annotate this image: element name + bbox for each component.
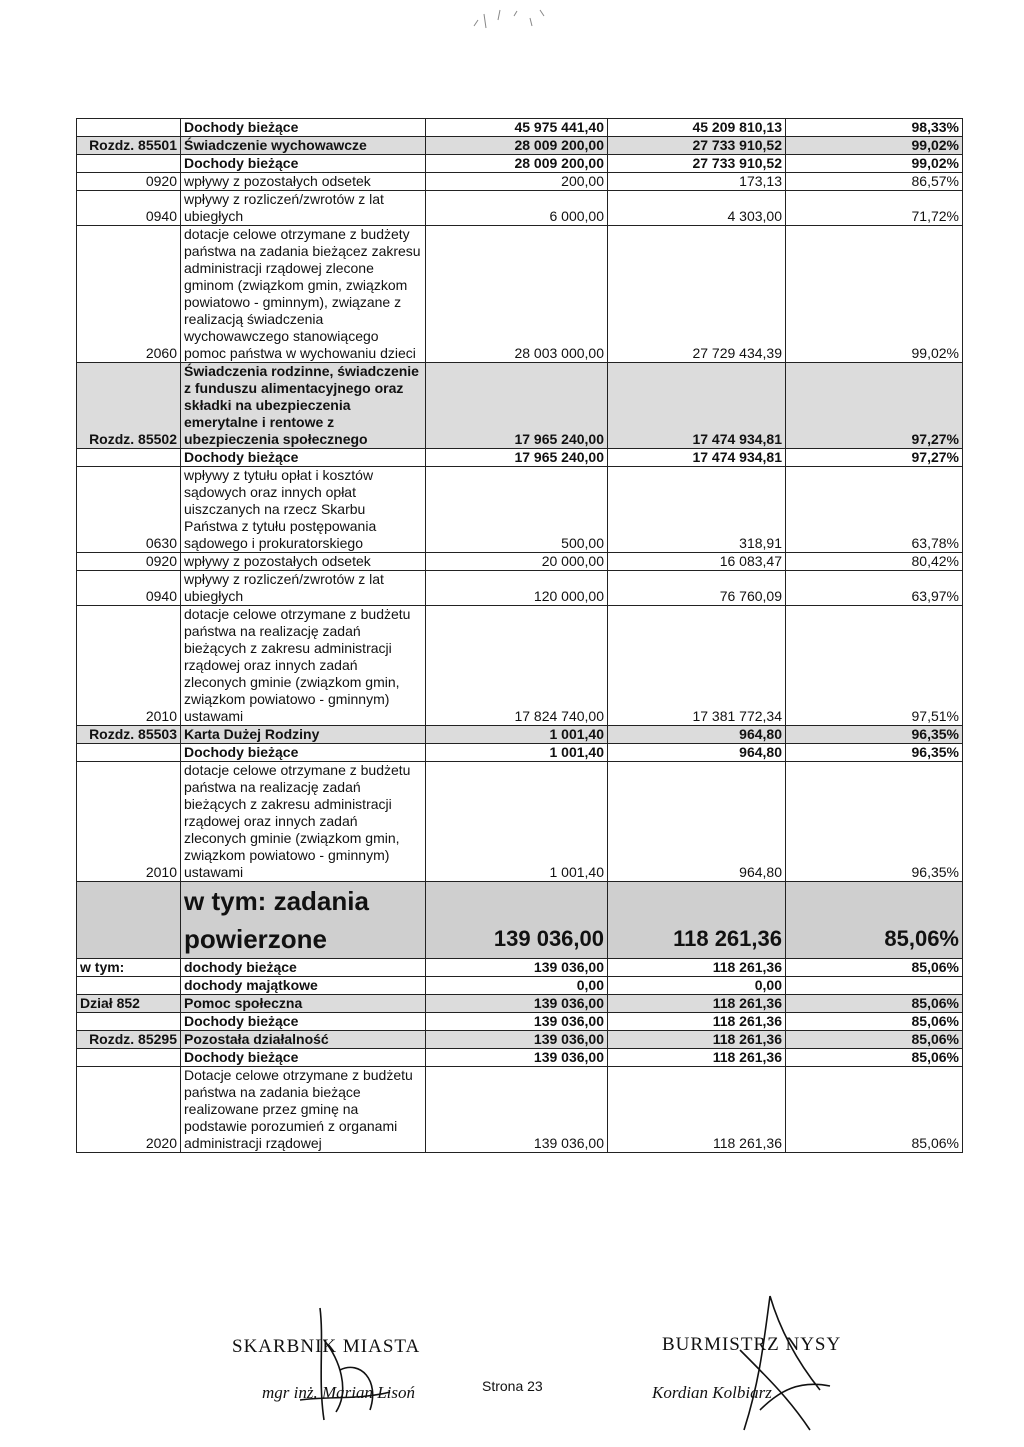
table-row	[77, 571, 963, 606]
row-plan-value: 139 036,00	[426, 995, 608, 1013]
row-percent: 97,27%	[786, 449, 963, 467]
row-plan-value: 17 824 740,00	[426, 606, 608, 726]
row-percent: 71,72%	[786, 191, 963, 226]
row-percent: 96,35%	[786, 726, 963, 744]
table-row	[77, 155, 963, 173]
table-row	[77, 959, 963, 977]
row-percent: 96,35%	[786, 762, 963, 882]
row-executed-value: 173,13	[608, 173, 786, 191]
row-percent: 97,51%	[786, 606, 963, 726]
scan-artifact	[470, 6, 560, 46]
row-plan-value: 28 009 200,00	[426, 137, 608, 155]
table-row	[77, 726, 963, 744]
row-plan-value: 1 001,40	[426, 744, 608, 762]
row-plan-value: 200,00	[426, 173, 608, 191]
row-percent: 85,06%	[786, 882, 963, 959]
row-percent: 99,02%	[786, 226, 963, 363]
row-description: dotacje celowe otrzymane z budżetu państwa na realizację zadań bieżących z zakresu administracji rządowej oraz innych zadań zleconych gminie (związkom gmin, związkom powiatowo - gminnym) ustawami	[181, 606, 426, 726]
row-code: Rozdz. 85503	[77, 726, 181, 744]
table-row	[77, 1031, 963, 1049]
row-description: Karta Dużej Rodziny	[181, 726, 426, 744]
row-plan-value: 139 036,00	[426, 1067, 608, 1153]
table-row	[77, 1049, 963, 1067]
row-percent: 97,27%	[786, 363, 963, 449]
row-plan-value: 139 036,00	[426, 1013, 608, 1031]
row-description: Dotacje celowe otrzymane z budżetu państwa na zadania bieżące realizowane przez gminę na podstawie porozumień z organami administracji rządowej	[181, 1067, 426, 1153]
table-row	[77, 173, 963, 191]
row-code: Rozdz. 85295	[77, 1031, 181, 1049]
table-row	[77, 1067, 963, 1153]
row-code	[77, 882, 181, 959]
row-plan-value: 139 036,00	[426, 882, 608, 959]
row-percent: 85,06%	[786, 1049, 963, 1067]
table-row	[77, 1013, 963, 1031]
row-code: 2020	[77, 1067, 181, 1153]
row-plan-value: 500,00	[426, 467, 608, 553]
row-description: wpływy z pozostałych odsetek	[181, 173, 426, 191]
row-executed-value: 118 261,36	[608, 1031, 786, 1049]
row-executed-value: 4 303,00	[608, 191, 786, 226]
row-code	[77, 155, 181, 173]
row-code: 2010	[77, 606, 181, 726]
row-executed-value: 76 760,09	[608, 571, 786, 606]
row-code	[77, 744, 181, 762]
row-description: Pomoc społeczna	[181, 995, 426, 1013]
row-executed-value: 27 733 910,52	[608, 155, 786, 173]
row-percent: 63,78%	[786, 467, 963, 553]
table-row	[77, 191, 963, 226]
row-description: Dochody bieżące	[181, 449, 426, 467]
row-percent: 86,57%	[786, 173, 963, 191]
row-executed-value: 964,80	[608, 744, 786, 762]
row-plan-value: 1 001,40	[426, 762, 608, 882]
row-description: dotacje celowe otrzymane z budżety państwa na zadania bieżącez zakresu administracji rządowej zlecone gminom (związkom gmin, związkom powiatowo - gminnym), związane z realizacją świadczenia wychowawczego stanowiącego pomoc państwa w wychowaniu dzieci	[181, 226, 426, 363]
row-description: Świadczenie wychowawcze	[181, 137, 426, 155]
table-row	[77, 606, 963, 726]
row-code: 2060	[77, 226, 181, 363]
row-executed-value: 118 261,36	[608, 1067, 786, 1153]
row-description: Świadczenia rodzinne, świadczenie z funduszu alimentacyjnego oraz składki na ubezpieczenia emerytalne i rentowe z ubezpieczenia społecznego	[181, 363, 426, 449]
row-percent: 85,06%	[786, 1013, 963, 1031]
row-code	[77, 977, 181, 995]
row-description: wpływy z rozliczeń/zwrotów z lat ubiegłych	[181, 571, 426, 606]
row-code: 0920	[77, 173, 181, 191]
table-row	[77, 553, 963, 571]
treasurer-stamp-name: mgr inż. Marian Lisoń	[262, 1383, 416, 1402]
row-percent: 98,33%	[786, 119, 963, 137]
treasurer-signature	[280, 1300, 400, 1440]
row-code: w tym:	[77, 959, 181, 977]
row-percent: 63,97%	[786, 571, 963, 606]
row-code	[77, 1049, 181, 1067]
row-code: 0920	[77, 553, 181, 571]
row-description: dochody majątkowe	[181, 977, 426, 995]
row-plan-value: 0,00	[426, 977, 608, 995]
row-executed-value: 118 261,36	[608, 1049, 786, 1067]
row-executed-value: 17 381 772,34	[608, 606, 786, 726]
row-executed-value: 118 261,36	[608, 995, 786, 1013]
row-plan-value: 20 000,00	[426, 553, 608, 571]
row-executed-value: 16 083,47	[608, 553, 786, 571]
row-description: wpływy z rozliczeń/zwrotów z lat ubiegłych	[181, 191, 426, 226]
table-row	[77, 363, 963, 449]
row-executed-value: 45 209 810,13	[608, 119, 786, 137]
row-plan-value: 17 965 240,00	[426, 449, 608, 467]
row-percent	[786, 977, 963, 995]
budget-table-body	[77, 119, 963, 1153]
budget-table	[76, 118, 963, 1153]
row-executed-value: 118 261,36	[608, 882, 786, 959]
row-code: 0630	[77, 467, 181, 553]
row-description: Dochody bieżące	[181, 1049, 426, 1067]
row-executed-value: 0,00	[608, 977, 786, 995]
row-description: wpływy z tytułu opłat i kosztów sądowych oraz innych opłat uiszczanych na rzecz Skarbu Państwa z tytułu postępowania sądowego i prokuratorskiego	[181, 467, 426, 553]
row-plan-value: 28 009 200,00	[426, 155, 608, 173]
table-row	[77, 977, 963, 995]
mayor-signature	[700, 1290, 840, 1440]
row-description: Dochody bieżące	[181, 119, 426, 137]
row-executed-value: 964,80	[608, 762, 786, 882]
table-row	[77, 744, 963, 762]
row-code: 0940	[77, 571, 181, 606]
row-plan-value: 139 036,00	[426, 1031, 608, 1049]
row-percent: 99,02%	[786, 137, 963, 155]
row-executed-value: 964,80	[608, 726, 786, 744]
table-row	[77, 762, 963, 882]
row-code: Dział 852	[77, 995, 181, 1013]
row-description: wpływy z pozostałych odsetek	[181, 553, 426, 571]
row-plan-value: 139 036,00	[426, 959, 608, 977]
row-description: Dochody bieżące	[181, 744, 426, 762]
row-percent: 99,02%	[786, 155, 963, 173]
row-description: dochody bieżące	[181, 959, 426, 977]
row-percent: 85,06%	[786, 959, 963, 977]
row-code: 2010	[77, 762, 181, 882]
row-percent: 85,06%	[786, 1067, 963, 1153]
treasurer-stamp-title: SKARBNIK MIASTA	[232, 1336, 421, 1357]
row-description: w tym: zadania powierzone	[181, 882, 426, 959]
row-plan-value: 1 001,40	[426, 726, 608, 744]
row-description: Dochody bieżące	[181, 155, 426, 173]
row-executed-value: 27 729 434,39	[608, 226, 786, 363]
row-executed-value: 318,91	[608, 467, 786, 553]
row-executed-value: 118 261,36	[608, 1013, 786, 1031]
row-executed-value: 17 474 934,81	[608, 449, 786, 467]
table-row	[77, 119, 963, 137]
row-code	[77, 119, 181, 137]
row-executed-value: 17 474 934,81	[608, 363, 786, 449]
row-description: dotacje celowe otrzymane z budżetu państwa na realizację zadań bieżących z zakresu administracji rządowej oraz innych zadań zleconych gminie (związkom gmin, związkom powiatowo - gminnym) ustawami	[181, 762, 426, 882]
row-plan-value: 6 000,00	[426, 191, 608, 226]
row-code	[77, 1013, 181, 1031]
row-executed-value: 27 733 910,52	[608, 137, 786, 155]
row-plan-value: 120 000,00	[426, 571, 608, 606]
table-row	[77, 995, 963, 1013]
row-percent: 80,42%	[786, 553, 963, 571]
table-row	[77, 137, 963, 155]
table-row	[77, 882, 963, 959]
table-row	[77, 449, 963, 467]
row-plan-value: 45 975 441,40	[426, 119, 608, 137]
row-executed-value: 118 261,36	[608, 959, 786, 977]
table-row	[77, 467, 963, 553]
row-plan-value: 17 965 240,00	[426, 363, 608, 449]
row-code: 0940	[77, 191, 181, 226]
row-code: Rozdz. 85501	[77, 137, 181, 155]
row-code	[77, 449, 181, 467]
page-number: Strona 23	[482, 1378, 543, 1394]
row-description: Dochody bieżące	[181, 1013, 426, 1031]
row-code: Rozdz. 85502	[77, 363, 181, 449]
row-percent: 85,06%	[786, 1031, 963, 1049]
row-percent: 96,35%	[786, 744, 963, 762]
mayor-stamp-title: BURMISTRZ NYSY	[662, 1334, 842, 1355]
row-percent: 85,06%	[786, 995, 963, 1013]
table-row	[77, 226, 963, 363]
row-description: Pozostała działalność	[181, 1031, 426, 1049]
mayor-stamp-name: Kordian Kolbiarz	[652, 1383, 772, 1402]
row-plan-value: 28 003 000,00	[426, 226, 608, 363]
row-plan-value: 139 036,00	[426, 1049, 608, 1067]
